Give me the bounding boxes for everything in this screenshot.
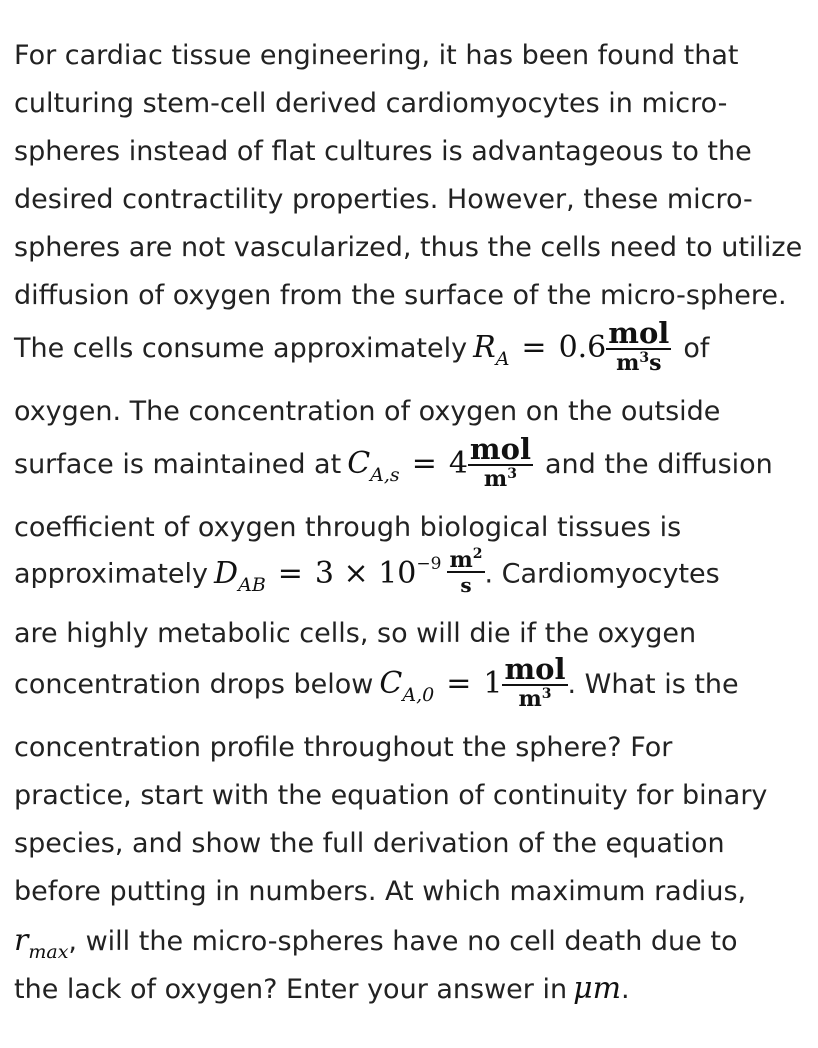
- ra-formula: $R_A = 0.6$ $\frac{\text{mol}}{m^3s}$: [473, 316, 670, 376]
- ca0-formula: $C_{A,0} = 1$ $\frac{\text{mol}}{m^3}$: [379, 652, 566, 712]
- ca0-unit-fraction: $\frac{\text{mol}}{m^3}$: [504, 652, 566, 712]
- text-line-surface-concentration: surface is maintained at $C_{A,s} = 4$ $\frac{\text{mol}}{m^3}$ and the diffusion: [14, 432, 773, 492]
- text-line: For cardiac tissue engineering, it has been found that: [14, 40, 739, 71]
- text-line: diffusion of oxygen from the surface of the micro-sphere.: [14, 280, 787, 311]
- text-line: practice, start with the equation of continuity for binary: [14, 780, 768, 811]
- text-line: concentration profile throughout the sphere? For: [14, 732, 673, 763]
- dab-unit-fraction: $\frac{m^2}{s}$: [449, 546, 483, 597]
- text-line-consumption-rate: The cells consume approximately $R_A = 0.6$ $\frac{\text{mol}}{m^3s}$ of: [14, 316, 710, 376]
- text-line: before putting in numbers. At which maximum radius,: [14, 876, 747, 907]
- text-line: species, and show the full derivation of the equation: [14, 828, 725, 859]
- unit-micrometer: μm: [573, 971, 622, 1006]
- text-line: coefficient of oxygen through biological tissues is: [14, 512, 682, 543]
- text-line: spheres instead of flat cultures is advantageous to the: [14, 136, 752, 167]
- cas-unit-fraction: $\frac{\text{mol}}{m^3}$: [469, 432, 531, 492]
- text-line: culturing stem-cell derived cardiomyocytes in micro-: [14, 88, 728, 119]
- cas-formula: $C_{A,s} = 4$ $\frac{\text{mol}}{m^3}$: [347, 432, 531, 492]
- text-line-diffusion-coefficient: approximately $D_{AB} = 3 \times 10^{-9}$ $\frac{m^2}{s}$ . Cardiomyocytes: [14, 546, 720, 597]
- rmax-formula: $r_{max}$: [14, 923, 69, 963]
- ra-unit-fraction: $\frac{\text{mol}}{m^3s}$: [608, 316, 670, 376]
- text-line: are highly metabolic cells, so will die if the oxygen: [14, 618, 697, 649]
- text-line-answer-unit: the lack of oxygen? Enter your answer in μm.: [14, 971, 630, 1006]
- text-line-critical-concentration: concentration drops below $C_{A,0} = 1$ $\frac{\text{mol}}{m^3}$ . What is the: [14, 652, 739, 712]
- text-line: oxygen. The concentration of oxygen on the outside: [14, 396, 721, 427]
- text-line: desired contractility properties. However, these micro-: [14, 184, 753, 215]
- text-line-rmax: $r_{max}$, will the micro-spheres have no cell death due to: [14, 923, 738, 963]
- text-line: spheres are not vascularized, thus the cells need to utilize: [14, 232, 803, 263]
- dab-formula: $D_{AB} = 3 \times 10^{-9}$ $\frac{m^2}{s}$: [214, 546, 483, 597]
